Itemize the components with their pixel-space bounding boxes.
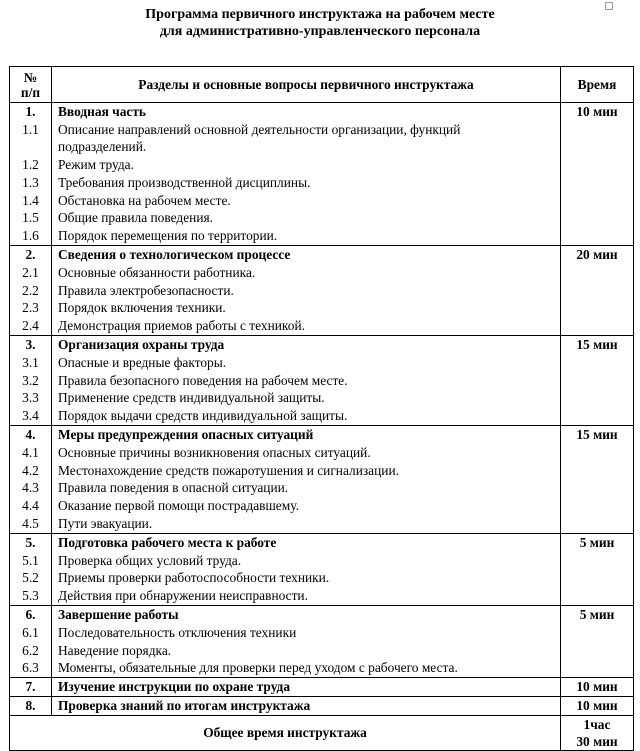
item-number: 5.1: [22, 552, 39, 568]
section-time-cell: [561, 335, 634, 425]
item-text: Правила электробезопасности.: [58, 282, 234, 298]
item-text: Применение средств индивидуальной защиты.: [58, 390, 325, 406]
item-number: 4.5: [22, 515, 39, 531]
section-title: Завершение работы: [58, 606, 179, 622]
item-text: Приемы проверки работоспособности техники.: [58, 570, 330, 586]
section-row: [10, 103, 634, 246]
title-line-1: Программа первичного инструктажа на рабочем месте: [145, 7, 495, 22]
total-time-line-1: 1час: [583, 716, 611, 732]
section-time: 20 мин: [576, 246, 618, 262]
section-number-cell: [10, 245, 52, 335]
section-number: 4.: [25, 426, 36, 442]
section-title: Организация охраны труда: [58, 336, 225, 352]
section-time: 15 мин: [576, 336, 618, 352]
section-number: 5.: [25, 534, 36, 550]
section-number: 8.: [25, 697, 36, 713]
section-time: 5 мин: [579, 534, 615, 550]
item-number: 6.2: [22, 642, 39, 658]
item-number: 1.6: [22, 228, 39, 244]
section-title: Вводная часть: [58, 104, 147, 119]
section-time-cell: [561, 678, 634, 697]
section-content-cell: [52, 696, 561, 715]
section-time: 10 мин: [576, 697, 618, 713]
section-number: 7.: [25, 679, 36, 695]
total-label: Общее время инструктажа: [10, 715, 561, 750]
item-number: 1.3: [22, 174, 39, 190]
section-number: 2.: [25, 246, 36, 262]
item-number: 2.2: [22, 282, 39, 298]
section-number-cell: [10, 103, 52, 246]
section-time-cell: [561, 245, 634, 335]
item-text: Последовательность отключения техники: [58, 624, 297, 640]
item-text: Правила поведения в опасной ситуации.: [58, 480, 289, 496]
item-number: 4.1: [22, 444, 39, 460]
section-time-cell: [561, 696, 634, 715]
section-row: [10, 335, 634, 425]
section-content-cell: [52, 678, 561, 697]
section-row: [10, 678, 634, 697]
section-time-cell: [561, 103, 634, 246]
section-row: [10, 696, 634, 715]
item-text: Проверка общих условий труда.: [58, 552, 242, 568]
section-row: [10, 425, 634, 533]
item-text: Порядок перемещения по территории.: [58, 228, 278, 244]
section-number-cell: [10, 605, 52, 677]
item-text: Пути эвакуации.: [58, 515, 153, 531]
header-sections: Разделы и основные вопросы первичного инструктажа: [52, 67, 561, 103]
section-title: Изучение инструкции по охране труда: [58, 679, 291, 695]
item-text: Оказание первой помощи пострадавшему.: [58, 498, 299, 514]
document-title: [0, 6, 640, 40]
section-title: Проверка знаний по итогам инструктажа: [58, 697, 311, 713]
item-number: 1.5: [22, 210, 39, 226]
item-number: 1.2: [22, 156, 39, 172]
item-number: 3.3: [22, 390, 39, 406]
section-number: 3.: [25, 336, 36, 352]
section-content-cell: [52, 103, 561, 246]
item-text: Общие правила поведения.: [58, 210, 213, 226]
section-number: 1.: [25, 104, 36, 119]
section-time-cell: [561, 533, 634, 605]
header-time: Время: [561, 67, 634, 103]
item-number: 2.4: [22, 318, 39, 334]
item-text: Демонстрация приемов работы с техникой.: [58, 318, 305, 334]
section-number-cell: [10, 696, 52, 715]
item-text: Опасные и вредные факторы.: [58, 354, 227, 370]
section-row: [10, 245, 634, 335]
item-number: 2.1: [22, 264, 39, 280]
item-number: 5.2: [22, 570, 39, 586]
section-time: 10 мин: [576, 104, 618, 119]
section-content-cell: [52, 425, 561, 533]
section-number: 6.: [25, 606, 36, 622]
item-number: 6.3: [22, 660, 39, 676]
section-number-cell: [10, 335, 52, 425]
item-text: Моменты, обязательные для проверки перед уходом с рабочего места.: [58, 660, 458, 676]
section-time-cell: [561, 605, 634, 677]
item-number: 1.1: [22, 121, 39, 137]
item-text: Основные причины возникновения опасных ситуаций.: [58, 444, 371, 460]
item-number: 3.4: [22, 408, 39, 424]
item-number: 3.1: [22, 354, 39, 370]
section-content-cell: [52, 533, 561, 605]
title-line-2: для административно-управленческого персонала: [159, 24, 481, 39]
section-row: [10, 605, 634, 677]
section-content-cell: [52, 245, 561, 335]
section-title: Меры предупреждения опасных ситуаций: [58, 426, 314, 442]
item-number: 2.3: [22, 300, 39, 316]
item-text: Обстановка на рабочем месте.: [58, 192, 231, 208]
item-number: 6.1: [22, 624, 39, 640]
section-number-cell: [10, 533, 52, 605]
section-content-cell: [52, 605, 561, 677]
section-time: 10 мин: [576, 679, 618, 695]
section-time-cell: [561, 425, 634, 533]
section-title: Сведения о технологическом процессе: [58, 246, 291, 262]
header-number-line-1: №: [23, 69, 38, 85]
table-header-row: [10, 67, 634, 103]
item-text: Режим труда.: [58, 156, 134, 172]
item-text: Местонахождение средств пожаротушения и сигнализации.: [58, 462, 399, 478]
item-number: 3.2: [22, 372, 39, 388]
item-text: Правила безопасного поведения на рабочем месте.: [58, 372, 348, 388]
item-number: 4.4: [22, 498, 39, 514]
item-number: 5.3: [22, 588, 39, 604]
section-time: 5 мин: [579, 606, 615, 622]
item-text: Требования производственной дисциплины.: [58, 174, 311, 190]
section-time: 15 мин: [576, 426, 618, 442]
item-text: Описание направлений основной деятельности организации, функций подразделений.: [58, 121, 461, 155]
header-number-line-2: п/п: [20, 84, 41, 100]
section-title: Подготовка рабочего места к работе: [58, 534, 277, 550]
total-time-line-2: 30 мин: [576, 733, 618, 749]
item-number: 1.4: [22, 192, 39, 208]
item-text: Порядок включения техники.: [58, 300, 226, 316]
item-number: 4.2: [22, 462, 39, 478]
section-row: [10, 533, 634, 605]
checkbox-marker: [605, 2, 613, 10]
item-text: Наведение порядка.: [58, 642, 172, 658]
header-number: [10, 67, 52, 103]
item-text: Действия при обнаружении неисправности.: [58, 588, 308, 604]
section-number-cell: [10, 678, 52, 697]
item-number: 4.3: [22, 480, 39, 496]
section-number-cell: [10, 425, 52, 533]
sections-body: [10, 103, 634, 716]
instruction-program-table: [9, 66, 634, 751]
section-content-cell: [52, 335, 561, 425]
item-text: Порядок выдачи средств индивидуальной защиты.: [58, 408, 348, 424]
item-text: Основные обязанности работника.: [58, 264, 256, 280]
